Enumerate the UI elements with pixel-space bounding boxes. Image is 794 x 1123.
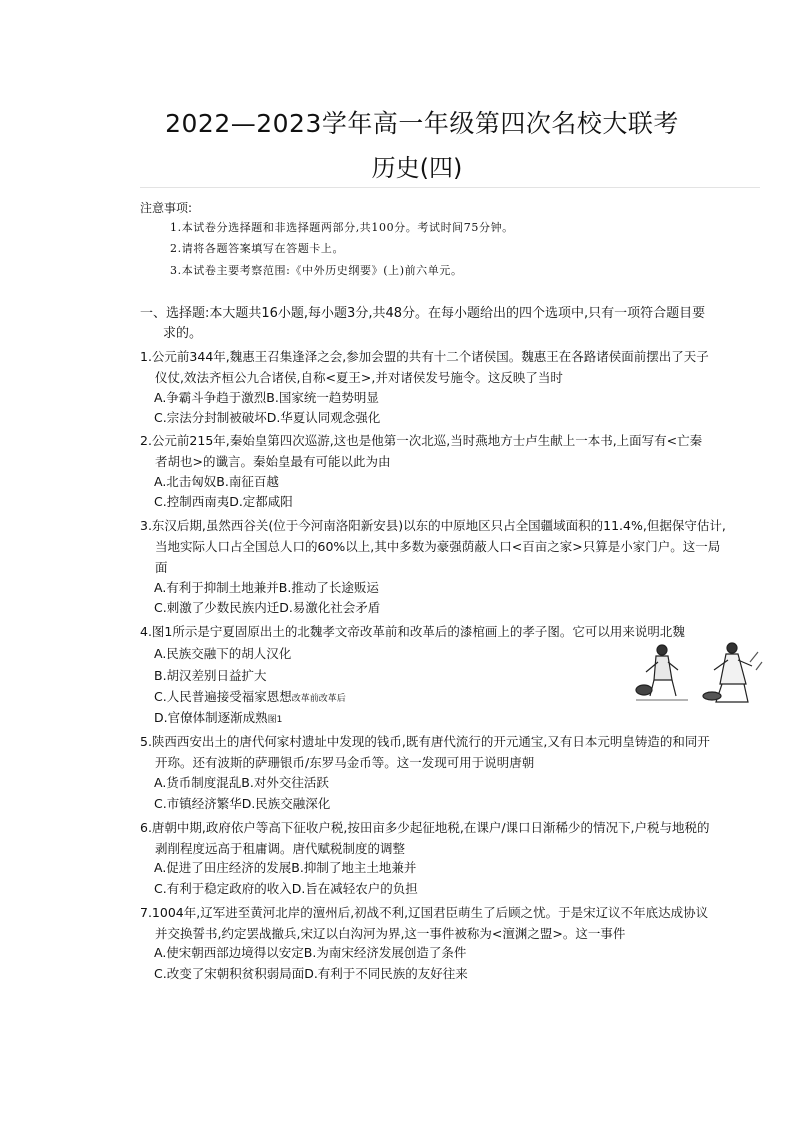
question-4-option-b: B.胡汉差别日益扩大	[154, 668, 267, 683]
question-3-options-cd: C.刺激了少数民族内迁D.易激化社会矛盾	[154, 600, 381, 615]
notice-item: 1.本试卷分选择题和非选择题两部分,共100分。考试时间75分钟。	[170, 221, 514, 234]
notice-item: 3.本试卷主要考察范围:《中外历史纲要》(上)前六单元。	[170, 264, 463, 277]
stem-line: 并交换誓书,约定罢战撤兵,宋辽以白沟河为界,这一事件被称为<澶渊之盟>。这一事件	[155, 926, 626, 941]
figure-before-reform	[636, 645, 688, 700]
question-7-stem	[140, 902, 765, 944]
figure-label: 图1	[267, 715, 283, 725]
question-5-options-cd: C.市镇经济繁华D.民族交融深化	[154, 796, 331, 811]
stem-line: 剥削程度远高于租庸调。唐代赋税制度的调整	[155, 841, 406, 856]
notice-item: 2.请将各题答案填写在答题卡上。	[170, 242, 345, 255]
option-text: C.人民普遍接受福家恩想	[154, 689, 292, 704]
stem-line: 当地实际人口占全国总人口的60%以上,其中多数为豪强荫蔽人口<百亩之家>只算是小家门户。这一局	[155, 539, 721, 554]
question-1-stem	[140, 346, 765, 388]
exam-title: 2022—2023学年高一年级第四次名校大联考	[165, 109, 679, 138]
question-1-options-ab: A.争霸斗争趋于激烈B.国家统一趋势明显	[154, 390, 379, 405]
figure-1-image	[632, 640, 766, 708]
stem-line: 仪仗,效法齐桓公九合诸侯,自称<夏王>,并对诸侯发号施令。这反映了当时	[155, 370, 563, 385]
question-4-option-a: A.民族交融下的胡人汉化	[154, 646, 292, 661]
question-5-stem	[140, 731, 765, 773]
question-4-option-d	[154, 709, 282, 729]
stem-line: 开珎。还有波斯的萨珊银币/东罗马金币等。这一发现可用于说明唐朝	[155, 755, 535, 770]
question-1-options-cd: C.宗法分封制被破坏D.华夏认同观念强化	[154, 410, 381, 425]
stem-line: 4.图1所示是宁夏固原出土的北魏孝文帝改革前和改革后的漆棺画上的孝子图。它可以用来说明北魏	[140, 624, 685, 639]
stem-line: 面	[155, 560, 168, 575]
notice-heading: 注意事项:	[140, 201, 193, 215]
question-6-options-ab: A.促进了田庄经济的发展B.抑制了地主土地兼并	[154, 860, 417, 875]
section-heading	[140, 304, 765, 344]
header-divider	[140, 187, 760, 188]
figure-after-reform	[703, 643, 762, 702]
question-3-options-ab: A.有利于抑制土地兼并B.推动了长途贩运	[154, 580, 379, 595]
question-2-options-ab: A.北击匈奴B.南征百越	[154, 474, 279, 489]
question-2-options-cd: C.控制西南夷D.定都咸阳	[154, 494, 293, 509]
exam-subtitle: 历史(四)	[371, 154, 463, 182]
section-line: 一、选择题:本大题共16小题,每小题3分,共48分。在每小题给出的四个选项中,只有一项符合题目要	[140, 306, 706, 321]
question-2-stem	[140, 430, 765, 472]
question-3-stem	[140, 515, 765, 578]
question-6-stem	[140, 817, 765, 859]
question-4-stem	[140, 621, 765, 642]
figure-caption: 改革前改革后	[291, 694, 346, 704]
stem-line: 5.陕西西安出土的唐代何家村遗址中发现的钱币,既有唐代流行的开元通宝,又有日本元明皇铸造的和同开	[140, 734, 710, 749]
question-4-option-c	[154, 688, 346, 708]
stem-line: 2.公元前215年,秦始皇第四次巡游,这也是他第一次北巡,当时燕地方士卢生献上一本书,上面写有<亡秦	[140, 433, 703, 448]
question-7-options-ab: A.使宋朝西部边境得以安定B.为南宋经济发展创造了条件	[154, 945, 467, 960]
section-line: 求的。	[163, 326, 203, 341]
stem-line: 者胡也>的谶言。秦始皇最有可能以此为由	[155, 454, 391, 469]
stem-line: 3.东汉后期,虽然西谷关(位于今河南洛阳新安县)以东的中原地区只占全国疆域面积的11.4%,但据保守估计,	[140, 518, 726, 533]
stem-line: 6.唐朝中期,政府依户等高下征收户税,按田亩多少起征地税,在课户/课口日渐稀少的情况下,户税与地税的	[140, 820, 710, 835]
question-5-options-ab: A.货币制度混乱B.对外交往活跃	[154, 775, 329, 790]
question-7-options-cd: C.改变了宋朝积贫积弱局面D.有利于不同民族的友好往来	[154, 966, 468, 981]
stem-line: 1.公元前344年,魏惠王召集逢泽之会,参加会盟的共有十二个诸侯国。魏惠王在各路诸侯面前摆出了天子	[140, 349, 709, 364]
option-text: D.官僚体制逐渐成熟	[154, 710, 268, 725]
stem-line: 7.1004年,辽军进至黄河北岸的澶州后,初战不利,辽国君臣萌生了后顾之忧。于是宋辽议不年底达成协议	[140, 905, 709, 920]
question-6-options-cd: C.有利于稳定政府的收入D.旨在减轻农户的负担	[154, 881, 418, 896]
